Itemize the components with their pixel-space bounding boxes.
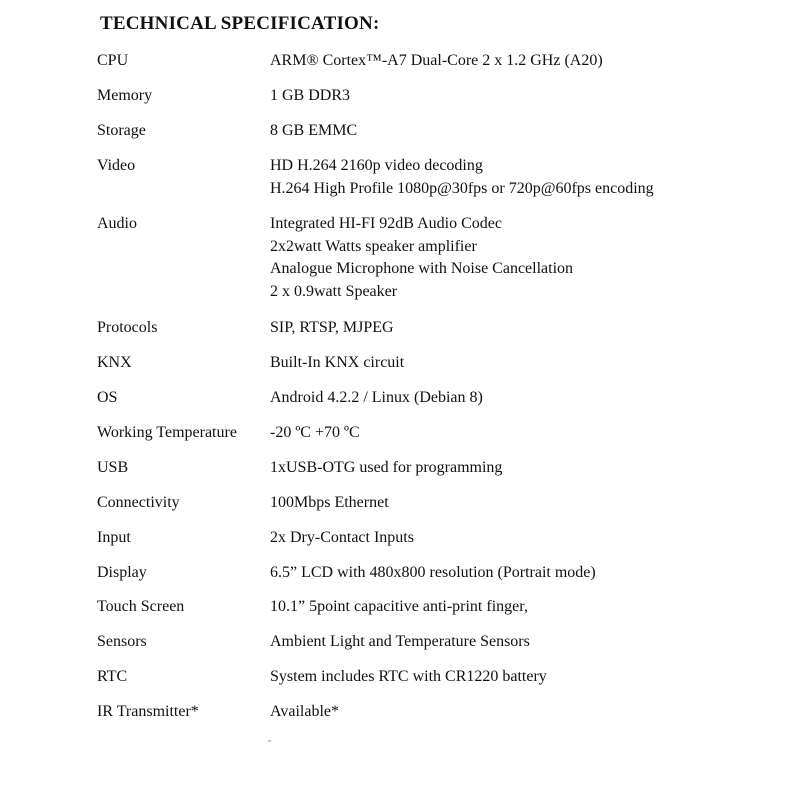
spec-value xyxy=(270,701,770,724)
scan-artifact xyxy=(268,740,271,742)
spec-label: Touch Screen xyxy=(97,598,185,615)
spec-value xyxy=(270,120,770,143)
spec-value-line: 1xUSB-OTG used for programming xyxy=(270,459,503,476)
spec-value xyxy=(270,155,770,200)
spec-label: Working Temperature xyxy=(97,424,237,441)
spec-label: Video xyxy=(97,157,136,174)
spec-value-line: HD H.264 2160p video decoding xyxy=(270,157,483,174)
spec-value-line: 2x2watt Watts speaker amplifier xyxy=(270,237,477,255)
spec-label: KNX xyxy=(97,354,132,371)
spec-label: Memory xyxy=(97,87,153,104)
spec-label: Connectivity xyxy=(97,494,180,511)
spec-label: USB xyxy=(97,459,129,476)
spec-value xyxy=(270,527,770,550)
spec-label: OS xyxy=(97,389,118,406)
spec-value-line: 2x Dry-Contact Inputs xyxy=(270,529,414,546)
spec-value-line: 6.5” LCD with 480x800 resolution (Portrait mode) xyxy=(270,564,596,581)
spec-value-line: System includes RTC with CR1220 battery xyxy=(270,668,547,685)
spec-value-line: Available* xyxy=(270,703,340,720)
spec-value-line: Integrated HI-FI 92dB Audio Codec xyxy=(270,215,502,232)
spec-value xyxy=(270,213,770,303)
spec-value xyxy=(270,352,770,375)
spec-value-line: Android 4.2.2 / Linux (Debian 8) xyxy=(270,389,483,406)
spec-value-line: Analogue Microphone with Noise Cancellation xyxy=(270,260,574,277)
spec-value-line: ARM® Cortex™-A7 Dual-Core 2 x 1.2 GHz (A20) xyxy=(270,52,603,69)
spec-value xyxy=(270,666,770,689)
spec-label: RTC xyxy=(97,668,128,685)
spec-label: Display xyxy=(97,564,147,581)
page-title: TECHNICAL SPECIFICATION: xyxy=(100,13,380,34)
spec-label: Protocols xyxy=(97,319,158,336)
spec-value-line: SIP, RTSP, MJPEG xyxy=(270,319,394,336)
spec-value xyxy=(270,387,770,410)
spec-value xyxy=(270,85,770,108)
spec-value-line: Ambient Light and Temperature Sensors xyxy=(270,633,530,650)
spec-value xyxy=(270,50,770,73)
spec-value-line: 2 x 0.9watt Speaker xyxy=(270,282,398,300)
spec-label: CPU xyxy=(97,52,129,69)
spec-value-line: 8 GB EMMC xyxy=(270,122,358,139)
spec-label: IR Transmitter* xyxy=(97,703,199,720)
spec-value-line: 10.1” 5point capacitive anti-print finger, xyxy=(270,598,528,615)
spec-label: Storage xyxy=(97,122,146,139)
spec-label: Input xyxy=(97,529,131,546)
spec-value xyxy=(270,422,770,445)
spec-value xyxy=(270,596,770,619)
spec-value xyxy=(270,457,770,480)
spec-value-line: 1 GB DDR3 xyxy=(270,87,351,104)
spec-label: Audio xyxy=(97,215,137,232)
spec-label: Sensors xyxy=(97,633,147,650)
spec-value xyxy=(270,317,770,340)
spec-value-line: H.264 High Profile 1080p@30fps or 720p@60fps encoding xyxy=(270,179,654,197)
spec-value-line: Built-In KNX circuit xyxy=(270,354,405,371)
spec-value xyxy=(270,492,770,515)
spec-value-line: 100Mbps Ethernet xyxy=(270,494,389,511)
spec-value-line: -20 ºC +70 ºC xyxy=(270,424,360,441)
spec-value xyxy=(270,562,770,585)
spec-value xyxy=(270,631,770,654)
